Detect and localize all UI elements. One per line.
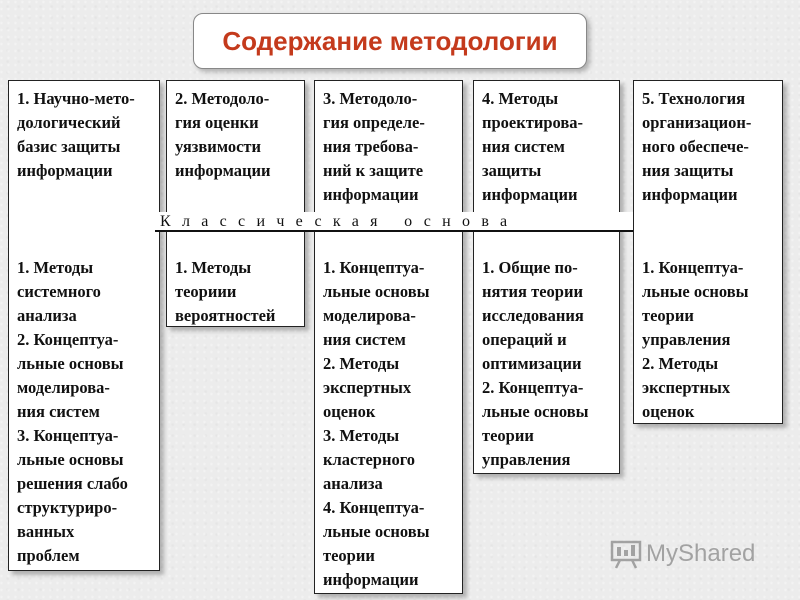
classical-basis-label: Классическая основа: [160, 213, 519, 230]
column-2-methods: 1. Методы теориии вероятностей: [175, 258, 276, 325]
column-1-heading: 1. Научно-мето- дологический базис защиты информации: [17, 89, 135, 180]
diagram-title: Содержание методологии: [222, 25, 558, 56]
column-2-heading: 2. Методоло- гия оценки уязвимости информации: [175, 89, 271, 180]
classical-basis-underline: [155, 230, 633, 232]
column-4-heading: 4. Методы проектирова- ния систем защиты информации: [482, 89, 584, 204]
column-5-methods: 1. Концептуа- льные основы теории управления 2. Методы экспертных оценок: [642, 258, 749, 421]
watermark-text: MyShared: [646, 540, 756, 567]
column-1-methods: 1. Методы системного анализа 2. Концептуа- льные основы моделирова- ния систем 3. Концептуа- льные основы решения слабо структуриро- ванных проблем: [17, 258, 128, 565]
title-box: [193, 13, 587, 69]
column-5: [633, 80, 783, 424]
column-2: [166, 80, 305, 327]
column-4-methods: 1. Общие по- нятия теории исследования операций и оптимизации 2. Концептуа- льные основы теории управления: [482, 258, 589, 469]
column-3-heading: 3. Методоло- гия определе- ния требова- ний к защите информации: [323, 89, 425, 204]
column-1: [8, 80, 160, 571]
watermark-logo: [610, 538, 755, 570]
column-3-methods: 1. Концептуа- льные основы моделирова- ния систем 2. Методы экспертных оценок 3. Методы кластерного анализа 4. Концептуа- льные основы теории информации: [323, 258, 430, 589]
classical-basis-band: [155, 212, 633, 232]
column-5-heading: 5. Технология организацион- ного обеспече- ния защиты информации: [642, 89, 752, 204]
column-4: [473, 80, 620, 474]
column-3: [314, 80, 463, 594]
presentation-board-icon: [610, 539, 642, 569]
